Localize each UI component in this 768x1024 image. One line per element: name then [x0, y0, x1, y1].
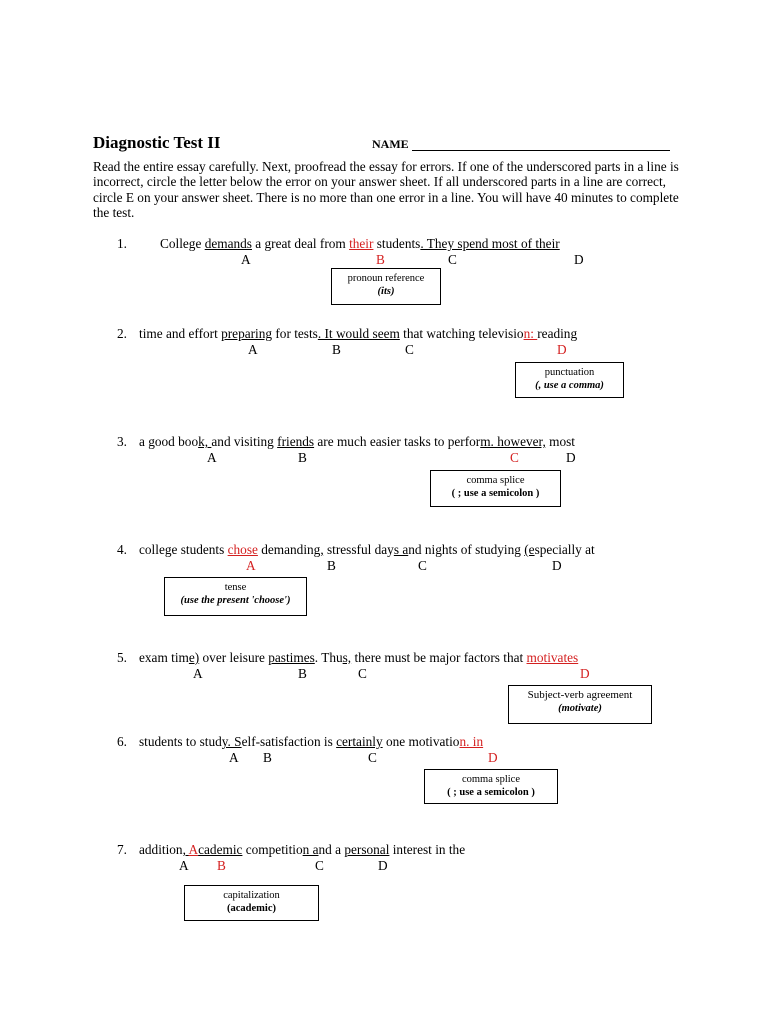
choice-c: C — [358, 666, 367, 681]
choice-b: B — [217, 858, 226, 873]
choice-c: C — [368, 750, 377, 765]
question-line: addition, Academic competition and a personal interest in the — [139, 842, 466, 857]
question-line: college students chose demanding, stressful days and nights of studying (especially at — [139, 542, 595, 557]
correction-box: pronoun reference (its) — [331, 268, 441, 305]
question-line: College demands a great deal from their students. They spend most of their — [160, 236, 560, 251]
choice-d: D — [566, 450, 576, 465]
page-title: Diagnostic Test II — [93, 133, 221, 152]
correction-box: punctuation (, use a comma) — [515, 362, 624, 398]
question-line: exam time) over leisure pastimes. Thus, there must be major factors that motivates — [139, 650, 579, 665]
choice-c: C — [418, 558, 427, 573]
correction-box: comma splice ( ; use a semicolon ) — [424, 769, 558, 804]
choice-a: A — [241, 252, 251, 267]
choice-d: D — [574, 252, 584, 267]
name-blank-line — [412, 150, 670, 151]
choice-c: C — [315, 858, 324, 873]
choice-b: B — [263, 750, 272, 765]
choice-b: B — [376, 252, 385, 267]
choice-a: A — [248, 342, 258, 357]
choice-a: A — [229, 750, 239, 765]
name-label: NAME — [372, 137, 409, 151]
question-number: 3. — [117, 434, 127, 449]
choice-c: C — [510, 450, 519, 465]
question-line: time and effort preparing for tests. It would seem that watching television: reading — [139, 326, 578, 341]
correction-box: comma splice ( ; use a semicolon ) — [430, 470, 561, 507]
correction-box: Subject-verb agreement (motivate) — [508, 685, 652, 724]
choice-b: B — [298, 450, 307, 465]
question-number: 4. — [117, 542, 127, 557]
choice-a: A — [179, 858, 189, 873]
choice-d: D — [378, 858, 388, 873]
question-number: 7. — [117, 842, 127, 857]
question-line: students to study. Self-satisfaction is certainly one motivation. in — [139, 734, 484, 749]
choice-c: C — [448, 252, 457, 267]
choice-d: D — [488, 750, 498, 765]
choice-d: D — [557, 342, 567, 357]
choice-a: A — [193, 666, 203, 681]
choice-c: C — [405, 342, 414, 357]
choice-b: B — [327, 558, 336, 573]
question-number: 2. — [117, 326, 127, 341]
choice-d: D — [580, 666, 590, 681]
question-number: 6. — [117, 734, 127, 749]
choice-b: B — [332, 342, 341, 357]
correction-box: capitalization (academic) — [184, 885, 319, 921]
question-number: 1. — [117, 236, 127, 251]
choice-d: D — [552, 558, 562, 573]
question-line: a good book, and visiting friends are much easier tasks to perform. however, most — [139, 434, 575, 449]
instructions: Read the entire essay carefully. Next, proofread the essay for errors. If one of the underscored parts in a line is incorrect, circle the letter below the error on your answer sheet. If all underscored parts in a line are correct, circle E on your answer sheet. There is no more than one error in a line. You will have 40 minutes to complete the test. — [93, 159, 679, 220]
question-number: 5. — [117, 650, 127, 665]
choice-a: A — [246, 558, 256, 573]
correction-box: tense (use the present 'choose') — [164, 577, 307, 616]
choice-b: B — [298, 666, 307, 681]
choice-a: A — [207, 450, 217, 465]
